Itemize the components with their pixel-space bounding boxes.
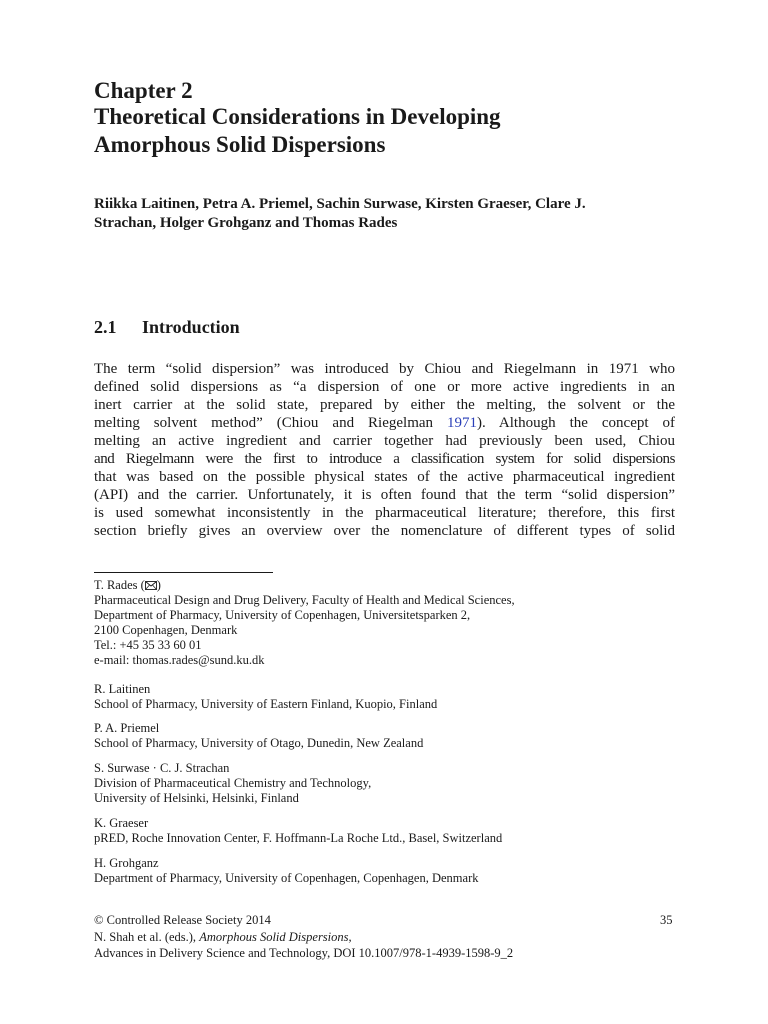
body-line: and Riegelmann were the first to introduce a classification system for solid dispersions <box>94 451 675 467</box>
section-title: Introduction <box>142 317 240 337</box>
body-line-text: melting solvent method” (Chiou and Riegelman <box>94 415 448 431</box>
chapter-title <box>94 103 694 159</box>
body-line: inert carrier at the solid state, prepared by either the melting, the solvent or the <box>94 397 675 413</box>
affiliation-name: S. Surwase · C. J. Strachan <box>94 761 230 775</box>
affiliation-grohganz <box>94 856 479 886</box>
affiliation-laitinen <box>94 682 437 712</box>
chapter-title-line: Amorphous Solid Dispersions <box>94 132 386 157</box>
envelope-icon[interactable] <box>145 581 157 590</box>
affiliation-line: pRED, Roche Innovation Center, F. Hoffmann-La Roche Ltd., Basel, Switzerland <box>94 831 503 845</box>
affiliation-line: Department of Pharmacy, University of Copenhagen, Universitetsparken 2, <box>94 608 471 622</box>
body-line: melting an active ingredient and carrier together had previously been used, Chiou <box>94 433 675 449</box>
author-line: Riikka Laitinen, Petra A. Priemel, Sachin Surwase, Kirsten Graeser, Clare J. <box>94 196 586 212</box>
body-line <box>94 414 675 432</box>
footnote-divider <box>94 572 273 573</box>
affiliation-surwase-strachan <box>94 761 371 806</box>
affiliation-line: Department of Pharmacy, University of Copenhagen, Copenhagen, Denmark <box>94 871 479 885</box>
body-line: (API) and the carrier. Unfortunately, it is often found that the term “solid dispersion” <box>94 487 675 503</box>
body-line: that was based on the possible physical states of the active pharmaceutical ingredient <box>94 469 675 485</box>
affiliation-line: 2100 Copenhagen, Denmark <box>94 623 238 637</box>
affiliation-line: School of Pharmacy, University of Eastern Finland, Kuopio, Finland <box>94 697 438 711</box>
citation-link[interactable]: 1971 <box>447 415 478 431</box>
affiliation-email[interactable]: e-mail: thomas.rades@sund.ku.dk <box>94 653 265 667</box>
body-line: defined solid dispersions as “a dispersion of one or more active ingredients in an <box>94 379 675 395</box>
affiliation-line: University of Helsinki, Helsinki, Finland <box>94 791 299 805</box>
body-paragraph <box>94 360 675 540</box>
body-line: section briefly gives an overview over the nomenclature of different types of solid <box>94 523 675 539</box>
author-list <box>94 195 586 233</box>
affiliation-graeser <box>94 816 502 846</box>
affiliation-line: Division of Pharmaceutical Chemistry and Technology, <box>94 776 372 790</box>
affiliation-line: School of Pharmacy, University of Otago, Dunedin, New Zealand <box>94 736 424 750</box>
chapter-title-line: Theoretical Considerations in Developing <box>94 104 501 129</box>
series-doi: Advances in Delivery Science and Technology, DOI 10.1007/978-1-4939-1598-9_2 <box>94 946 514 960</box>
author-line: Strachan, Holger Grohganz and Thomas Rades <box>94 215 398 231</box>
affiliation-name: P. A. Priemel <box>94 721 160 735</box>
affiliation-name: K. Graeser <box>94 816 149 830</box>
affiliation-line: Tel.: +45 35 33 60 01 <box>94 638 202 652</box>
affiliation-priemel <box>94 721 423 751</box>
page-number: 35 <box>660 913 673 927</box>
book-title: Amorphous Solid Dispersions, <box>199 930 352 944</box>
book-citation: N. Shah et al. (eds.), Amorphous Solid Dispersions, <box>94 930 352 944</box>
section-number: 2.1 <box>94 317 117 337</box>
affiliation-name: R. Laitinen <box>94 682 151 696</box>
affiliation-line: Pharmaceutical Design and Drug Delivery, Faculty of Health and Medical Sciences, <box>94 593 515 607</box>
copyright-notice: © Controlled Release Society 2014 <box>94 913 271 927</box>
body-line: The term “solid dispersion” was introduced by Chiou and Riegelmann in 1971 who <box>94 361 675 377</box>
affiliation-name: T. Rades ( ) <box>94 578 161 592</box>
affiliation-rades <box>94 578 515 668</box>
chapter-label: Chapter 2 <box>94 78 193 103</box>
section-heading <box>94 316 240 338</box>
body-line-text: ). Although the concept of <box>477 415 675 431</box>
body-line: is used somewhat inconsistently in the pharmaceutical literature; therefore, this first <box>94 505 675 521</box>
affiliation-name: H. Grohganz <box>94 856 159 870</box>
